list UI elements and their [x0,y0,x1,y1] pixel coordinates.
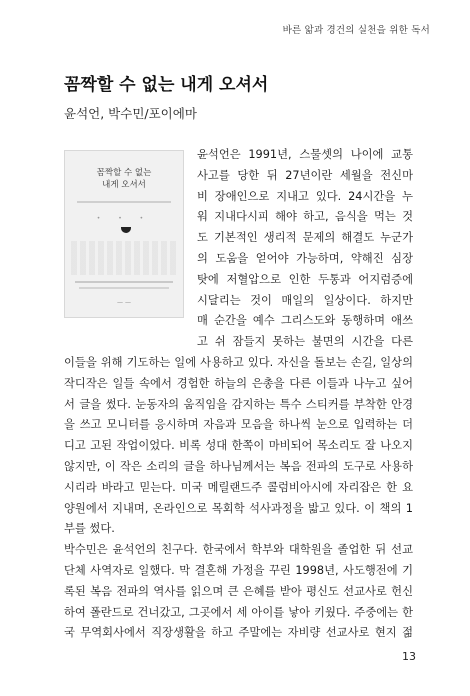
book-title: 꼼짝할 수 없는 내게 오셔서 [64,75,269,95]
body-line: 양원에서 지내며, 온라인으로 목회학 석사과정을 밟고 있다. 이 책의 1 [64,501,413,515]
body-line: 시리라 바라고 믿는다. 미국 메릴랜드주 콜럼비아시에 자리잡은 한 요 [64,480,413,494]
cover-title-line: 내게 오셔서 [102,180,146,190]
cover-quote-bar [79,287,169,289]
body-line: 윤석언은 1991년, 스물셋의 나이에 교통 [197,148,413,161]
body-line: 않지만, 이 작은 소리의 글을 하나님께서는 복음 전파의 도구로 사용하 [64,459,413,473]
body-line: 서 글을 썼다. 눈동자의 움직임을 감지하는 특수 스티커를 부착한 안경 [64,397,413,411]
body-line: 록된 복음 전파의 역사를 읽으며 큰 은혜를 받아 평신도 선교사로 헌신 [64,584,413,598]
cover-dots: • • • [96,215,152,222]
running-header: 바른 앎과 경건의 실천을 위한 독서 [282,25,430,36]
body-line: 작디작은 일들 속에서 경험한 하늘의 은총을 다른 이들과 나누고 싶어 [64,376,413,390]
body-line: 단체 사역자로 일했다. 막 결혼해 가정을 꾸린 1998년, 사도행전에 기 [64,563,413,577]
book-cover-image [64,150,184,318]
cover-publisher-mark: — — [117,299,131,306]
cover-subtitle-bar [77,201,171,203]
body-text-beside-cover [197,145,413,353]
body-line: 매 순간을 예수 그리스도와 동행하며 애쓰 [197,314,413,328]
body-line: 비 장애인으로 지내고 있다. 24시간을 누 [197,189,413,203]
body-line: 도 기본적인 생리적 문제의 해결도 누군가 [197,231,413,245]
body-line: 시달리는 것이 매일의 일상이다. 하지만 [197,293,413,307]
cover-title [65,167,183,191]
page-number: 13 [402,650,416,663]
cover-title-line: 꼼짝할 수 없는 [96,168,152,178]
body-line: 박수민은 윤석언의 친구다. 한국에서 학부와 대학원을 졸업한 뒤 선교 [64,543,413,557]
body-line: 사고를 당한 뒤 27년이란 세월을 전신마 [197,168,413,182]
body-line: 을 쓰고 모니터를 응시하며 자음과 모음을 하나씩 눈으로 입력하는 더 [64,418,413,432]
cover-ornament-icon [121,227,131,233]
body-line: 워 지내다시피 해야 하고, 음식을 먹는 것 [197,210,413,224]
body-text-full-width [64,353,413,644]
body-line: 의 도움을 얻어야 가능하며, 약해진 심장 [197,251,413,265]
body-line: 고 쉬 잠들지 못하는 불면의 시간을 다른 [197,335,413,349]
cover-keyboard-pattern [71,241,177,275]
cover-quote-bar [75,281,173,283]
body-line: 하여 폴란드로 건너갔고, 그곳에서 세 아이를 낳아 키웠다. 주중에는 한 [64,605,413,619]
body-line: 이들을 위해 기도하는 일에 사용하고 있다. 자신을 돌보는 손길, 일상의 [64,356,413,369]
body-line: 부를 썼다. [64,522,115,536]
body-line: 탓에 저혈압으로 인한 두통과 어지럼증에 [197,272,413,286]
body-line: 디고 고된 작업이었다. 비록 성대 한쪽이 마비되어 목소리도 잘 나오지 [64,439,413,453]
body-line: 국 무역회사에서 직장생활을 하고 주말에는 자비량 선교사로 현지 젊 [64,626,413,640]
book-authors: 윤석언, 박수민/포이에마 [64,106,197,121]
